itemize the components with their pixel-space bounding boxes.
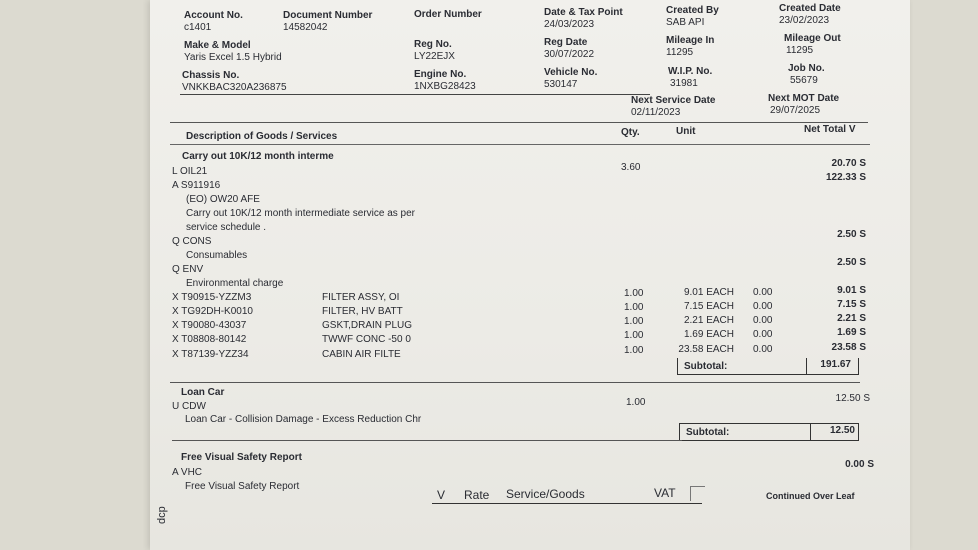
- part-unit: 1.69 EACH: [683, 329, 734, 340]
- env-code: Q ENV: [172, 264, 204, 275]
- col-description: Description of Goods / Services: [186, 131, 338, 142]
- part-qty: 1.00: [624, 302, 644, 313]
- vehicle-no: 530147: [544, 79, 578, 90]
- reg-date-label: Reg Date: [544, 37, 588, 48]
- part-qty: 1.00: [624, 330, 644, 341]
- side-vertical-text: dcp: [156, 506, 168, 524]
- cdw-desc: Loan Car - Collision Damage - Excess Reduction Chr: [185, 414, 422, 425]
- make-model: Yaris Excel 1.5 Hybrid: [184, 52, 282, 63]
- next-mot-label: Next MOT Date: [768, 93, 840, 104]
- eo-text: (EO) OW20 AFE: [186, 194, 260, 205]
- part-total: 9.01 S: [837, 285, 866, 296]
- next-service-date: 02/11/2023: [631, 107, 681, 118]
- vhc-code: A VHC: [172, 467, 203, 478]
- cons-desc: Consumables: [186, 250, 248, 261]
- header-divider: [180, 94, 650, 95]
- cons-code: Q CONS: [172, 236, 212, 247]
- created-by: SAB API: [666, 17, 705, 28]
- vhc-desc: Free Visual Safety Report: [185, 481, 300, 492]
- reg-no-label: Reg No.: [414, 39, 452, 50]
- part-name: CABIN AIR FILTE: [322, 349, 401, 360]
- part-disc: 0.00: [753, 315, 773, 326]
- oil-code: L OIL21: [172, 166, 208, 177]
- chassis-no-label: Chassis No.: [182, 70, 240, 81]
- loan-car-title: Loan Car: [181, 387, 225, 398]
- date-tax-point: 24/03/2023: [544, 19, 595, 30]
- job-no: 55679: [790, 75, 818, 86]
- part-name: TWWF CONC -50 0: [322, 334, 411, 345]
- footer-v: V: [437, 488, 446, 502]
- subtotal1-label: Subtotal:: [684, 361, 728, 372]
- part-qty: 1.00: [624, 345, 644, 356]
- env-total: 2.50 S: [837, 257, 866, 268]
- invoice-paper: [150, 0, 910, 550]
- columns-top-divider: [170, 122, 868, 123]
- next-service-label: Next Service Date: [631, 95, 716, 106]
- part-qty: 1.00: [624, 316, 644, 327]
- vhc-title: Free Visual Safety Report: [181, 452, 302, 463]
- part-code: X T90915-YZZM3: [172, 292, 252, 303]
- oil-total: 20.70 S: [831, 158, 866, 169]
- part-unit: 23.58 EACH: [678, 344, 734, 355]
- part-code: X T87139-YZZ34: [172, 349, 249, 360]
- mileage-out: 11295: [786, 45, 814, 56]
- footer-service-goods: Service/Goods: [506, 487, 585, 501]
- reg-no: LY22EJX: [414, 51, 455, 62]
- part-total: 1.69 S: [837, 327, 866, 338]
- service-desc-line1: Carry out 10K/12 month intermediate service as per: [186, 208, 415, 219]
- part-code: X TG92DH-K0010: [172, 306, 253, 317]
- document-number: 14582042: [283, 22, 328, 33]
- vat-box-corner: [690, 486, 705, 501]
- created-date-label: Created Date: [779, 3, 841, 14]
- part-unit: 9.01 EACH: [683, 287, 734, 298]
- service-desc-line2: service schedule .: [186, 222, 267, 233]
- subtotal2-value: 12.50: [810, 424, 855, 440]
- env-desc: Environmental charge: [186, 278, 284, 289]
- col-net-total: Net Total V: [804, 124, 856, 135]
- engine-no: 1NXBG28423: [414, 81, 476, 92]
- part-code: X T90080-43037: [172, 320, 247, 331]
- cdw-total: 12.50 S: [835, 393, 870, 404]
- created-date: 23/02/2023: [779, 15, 830, 26]
- reg-date: 30/07/2022: [544, 49, 595, 60]
- part-code: X T08808-80142: [172, 334, 247, 345]
- subtotal1-box: [677, 358, 859, 375]
- part-unit: 2.21 EACH: [683, 315, 734, 326]
- subtotal2-label: Subtotal:: [686, 427, 730, 438]
- cons-total: 2.50 S: [837, 229, 866, 240]
- footer-rate: Rate: [464, 488, 490, 502]
- document-number-label: Document Number: [283, 10, 373, 21]
- part-disc: 0.00: [753, 329, 773, 340]
- make-model-label: Make & Model: [184, 40, 251, 51]
- footer-divider: [432, 503, 702, 504]
- part-total: 7.15 S: [837, 299, 866, 310]
- job-no-label: Job No.: [788, 63, 825, 74]
- s911916-code: A S911916: [172, 180, 221, 191]
- next-mot-date: 29/07/2025: [770, 105, 821, 116]
- subtotal2-box: [679, 423, 859, 441]
- cdw-qty: 1.00: [626, 397, 646, 408]
- engine-no-label: Engine No.: [414, 69, 467, 80]
- section2-divider: [172, 440, 682, 441]
- part-name: FILTER, HV BATT: [322, 306, 403, 317]
- wip-no: 31981: [670, 78, 698, 89]
- columns-bottom-divider: [170, 144, 870, 145]
- part-total: 2.21 S: [837, 313, 866, 324]
- part-name: GSKT,DRAIN PLUG: [322, 320, 413, 331]
- mileage-out-label: Mileage Out: [784, 33, 841, 44]
- part-disc: 0.00: [753, 344, 773, 355]
- created-by-label: Created By: [666, 5, 719, 16]
- subtotal1-value: 191.67: [806, 358, 851, 374]
- account-no: c1401: [184, 22, 212, 33]
- col-qty: Qty.: [621, 127, 640, 138]
- vhc-total: 0.00 S: [845, 459, 874, 470]
- section1-title: Carry out 10K/12 month interme: [182, 151, 334, 162]
- footer-vat: VAT: [654, 486, 676, 500]
- part-unit: 7.15 EACH: [683, 301, 734, 312]
- continued-over-leaf: Continued Over Leaf: [766, 491, 855, 501]
- oil-qty: 3.60: [621, 162, 641, 173]
- part-total: 23.58 S: [831, 342, 866, 353]
- part-name: FILTER ASSY, OI: [322, 292, 400, 303]
- wip-no-label: W.I.P. No.: [668, 66, 713, 77]
- s911916-total: 122.33 S: [825, 172, 866, 183]
- part-qty: 1.00: [624, 288, 644, 299]
- part-disc: 0.00: [753, 301, 773, 312]
- account-no-label: Account No.: [184, 10, 243, 21]
- date-tax-point-label: Date & Tax Point: [544, 7, 623, 18]
- mileage-in-label: Mileage In: [666, 35, 715, 46]
- col-unit: Unit: [676, 126, 696, 137]
- section1-divider: [170, 382, 860, 383]
- mileage-in: 11295: [666, 47, 694, 58]
- order-number-label: Order Number: [414, 9, 482, 20]
- vehicle-no-label: Vehicle No.: [544, 67, 598, 78]
- cdw-code: U CDW: [172, 401, 206, 412]
- chassis-no: VNKKBAC320A236875: [182, 82, 287, 93]
- part-disc: 0.00: [753, 287, 773, 298]
